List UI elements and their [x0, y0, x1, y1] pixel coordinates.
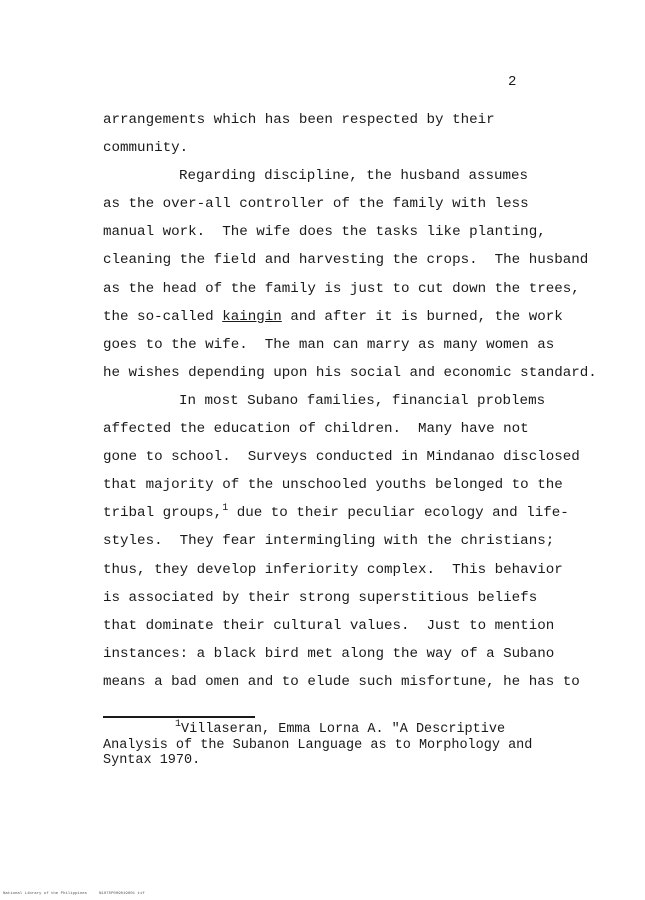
footnote-line: [103, 719, 613, 738]
text-line: community.: [103, 140, 189, 157]
footnote-marker: 1: [175, 719, 182, 730]
footnote-divider: [103, 716, 255, 718]
text-line: affected the education of children. Many have not: [103, 421, 529, 438]
text-line: that majority of the unschooled youths belonged to the: [103, 477, 563, 494]
footnote-reference: 1: [222, 503, 229, 515]
paragraph-start-line: In most Subano families, financial problems: [179, 392, 546, 409]
text-line: [103, 303, 603, 331]
archive-stamp: National Library of the Philippines N1075P009019001 tif: [3, 892, 145, 896]
text-segment: the so-called: [103, 308, 223, 325]
body-text: [103, 106, 603, 696]
page-number: 2: [508, 74, 517, 90]
text-line: manual work. The wife does the tasks like planting,: [103, 224, 546, 241]
text-line: is associated by their strong superstitious beliefs: [103, 589, 538, 606]
text-line: cleaning the field and harvesting the crops. The husband: [103, 252, 589, 269]
footnote-line: Syntax 1970.: [103, 753, 201, 768]
footnote: [103, 719, 613, 769]
text-line: he wishes depending upon his social and economic standard.: [103, 364, 597, 381]
underlined-term-kaingin: kaingin: [222, 308, 282, 325]
text-line: gone to school. Surveys conducted in Mindanao disclosed: [103, 449, 580, 466]
text-line: thus, they develop inferiority complex. This behavior: [103, 561, 563, 578]
text-line: instances: a black bird met along the way of a Subano: [103, 645, 555, 662]
text-line: as the over-all controller of the family with less: [103, 196, 529, 213]
text-line: arrangements which has been respected by their: [103, 112, 495, 128]
text-segment: tribal groups,: [103, 505, 223, 522]
footnote-line: Analysis of the Subanon Language as to Morphology and: [103, 737, 533, 753]
text-line: that dominate their cultural values. Just to mention: [103, 617, 555, 634]
text-line: styles. They fear intermingling with the christians;: [103, 533, 555, 550]
text-line: [103, 499, 603, 527]
text-segment: due to their peculiar ecology and life-: [228, 505, 569, 522]
text-line: means a bad omen and to elude such misfortune, he has to: [103, 673, 580, 690]
text-segment: and after it is burned, the work: [281, 308, 563, 325]
footnote-text: Villaseran, Emma Lorna A. "A Descriptive: [181, 722, 506, 737]
text-line: goes to the wife. The man can marry as many women as: [103, 336, 555, 353]
paragraph-start-line: Regarding discipline, the husband assumes: [179, 168, 529, 185]
text-line: as the head of the family is just to cut down the trees,: [103, 280, 580, 297]
